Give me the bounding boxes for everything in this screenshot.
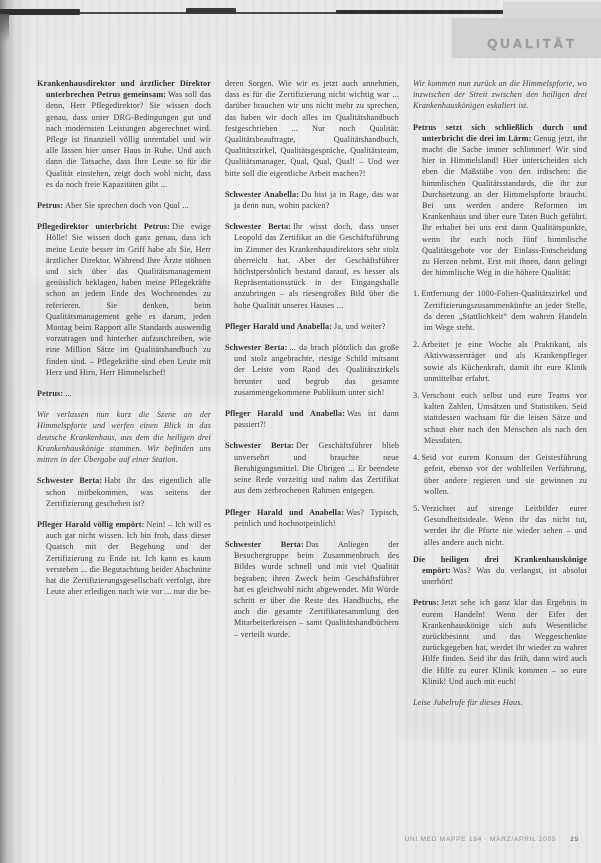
page-section-title: QUALITÄT (487, 36, 577, 51)
dialog-paragraph (37, 78, 211, 190)
dialog-paragraph (37, 475, 211, 509)
speaker-label: Schwester Berta: (225, 343, 288, 353)
paragraph-text: Der Geschäftsführer blieb unversehrt und brauchte neue Beruhigungsmittel. Die Übrigen ... Er beendete seine Rede vorzeitig und nahm das Zertifikat aus dem zerbrochenen Rahmen entgegen. (234, 441, 399, 496)
speaker-label: Pfleger Harald und Anabella: (225, 321, 333, 331)
speaker-label: Schwester Berta: (225, 222, 291, 232)
paragraph-text: Du bist ja in Rage, das war ja denn nun, wohin packen? (234, 189, 399, 211)
list-number: 1. (413, 289, 420, 299)
text-column-1 (37, 78, 211, 796)
dialog-paragraph (225, 408, 399, 430)
dialog-paragraph (225, 539, 399, 640)
paragraph-text: Arbeitet je eine Woche als Praktikant, als Aktivwasserträger und als Krankenpfleger sowie als Küchenkraft, damit ihr eure Klinik unmittelbar erfahrt. (421, 340, 587, 383)
paragraph-text: ... (65, 389, 72, 399)
columns (37, 78, 587, 796)
list-item (413, 452, 587, 497)
dialog-paragraph (37, 200, 211, 211)
paragraph-text: Wir verlassen nun kurz die Szene an der Himmelspforte und werfen einen Blick in das deutsche Krankenhaus, aus dem die heiligen drei Krankenhauskönige stammen. Wir befinden uns mitten in der Übergabe auf einer Station. (37, 410, 211, 465)
page-footer (404, 836, 579, 843)
list-item (413, 390, 587, 446)
dialog-paragraph (225, 189, 399, 211)
dialog-paragraph (37, 221, 211, 378)
list-number: 4. (413, 453, 420, 463)
speaker-label: Schwester Berta: (225, 441, 294, 451)
paragraph-text: Aber Sie sprechen doch von Qual ... (65, 201, 189, 211)
speaker-label: Petrus: (413, 598, 440, 608)
paragraph-text: Was? Was du verlangst, ist absolut unerhört! (422, 565, 587, 587)
speaker-label: Krankenhausdirektor und ärztlicher Direktor unterbrechen Petrus gemeinsam: (37, 79, 211, 100)
paragraph-text: Die ewige Hölle! Sie wissen doch ganz genau, dass ich meine Leute besser im Griff habe als Sie, Herr ärztlicher Direktor. Während Ihre Ärzte stöhnen und sich über das Qualitätsmanagement genüsslich beklagen, haben meine Pflegekräfte schon an jedem Ende des Wochenendes zu referieren. Sie denken, beim Qualitätsmanagement gehe es darum, jeden Montag beim Rapport alle Standards auswendig vorzutragen und hinterher aufzuschreiben, wie eine Million Sätze im Qualitätshandbuch zu finden sind. – Pflegekräfte sind eben Leute mit Herz und Hirn, Herr Himmelschef! (46, 222, 211, 377)
scan-artifact-top-blob-mid (186, 8, 236, 14)
paragraph-text: Verzichtet auf strenge Leitbilder eurer Gesundheitsideale. Wenn ihr das nicht tut, werdet ihr die Pforte nie wieder sehen – und alles andere auch nicht. (421, 503, 587, 547)
paragraph-text: Genug jetzt, ihr macht die Sache immer schlimmer! Wir sind hier in Himmelsland! Hier unterscheiden sich eben die Maßstäbe von den irdischen: die himmlischen Qualitätsstandards, die ihr zur Durchsetzung an der Himmelspforte braucht. Bei uns werden andere Reformen im Krankenhaus und über eure Taten Buch geführt. Ihr erhaltet bei uns erst dann Qualitätspunkte, wenn ihr euch noch fünf himmlische Qualitätsgebote vor der Einlass-Entscheidung zu Herzen nehmt. Erst mit ihnen, dann gelingt der himmlische Weg in die höhere Qualität: (422, 133, 587, 278)
paragraph-text: Ihr wisst doch, dass unser Leopold das Zertifikat an die Geschäftsführung im Zimmer des Krankenhausdirektors sehr stolz überreicht hat. Aber der Geschäftsführer höchstpersönlich bestand darauf, es besser als Repräsentationsstück in der Eingangshalle anzubringen – als riesengroßes Bild über die hohe Qualität unseres Hauses ... (234, 222, 399, 310)
dialog-paragraph (413, 122, 587, 279)
dialog-paragraph (37, 519, 211, 597)
header-gray-band-upper (503, 2, 601, 18)
paragraph-text: Seid vor eurem Konsum der Geistesführung gefeit, ebenso vor der wohlfeilen Verführung, über andere regieren und sie gewinnen zu wollen. (421, 453, 587, 496)
dialog-paragraph (37, 388, 211, 399)
speaker-label: Schwester Berta: (225, 539, 304, 549)
list-number: 3. (413, 391, 420, 401)
stage-direction (413, 78, 587, 112)
paragraph-text: Jetzt sehe ich ganz klar das Ergebnis in eurem Handeln! Wenn der Eifer der Krankenhauskönige sich aufs Wesentliche zurückbesinnt und das Weggeschenkte zurückgegeben hat, werdet ihr wieder zu wahrer Hilfe finden. Seid ihr das früh, dann wird auch die Hilfe zu eurer Klinik kommen – so eure Klinik! Und auch mit euch! (422, 598, 587, 686)
dialog-paragraph (413, 597, 587, 687)
speaker-label: Schwester Berta: (37, 476, 103, 486)
text-column-2 (225, 78, 399, 796)
speaker-label: Petrus: (37, 389, 64, 399)
speaker-label: Pflegedirektor unterbricht Petrus: (37, 222, 170, 232)
speaker-label: Schwester Anabella: (225, 189, 300, 199)
dialog-paragraph (225, 342, 399, 398)
paragraph-text: Was soll das denn, Herr Pflegedirektor? Sie wissen doch genau, dass unter DRG-Bedingungen gut und nach modernsten Leistungen abgerechnet wird. Pflege ist finanziell völlig unrentabel und wir alle lassen hier unser Haus in Ruhe. Und auch dann die Tatsache, dass Ihre Leute so für die Qualität einstehen, zeigt doch wohl nicht, dass es da noch freie Kapazitäten gibt ... (46, 90, 211, 189)
stage-direction (37, 409, 211, 465)
paragraph-text: Was ist dann passiert?! (234, 409, 399, 430)
speaker-label: Die heiligen drei Krankenhauskönige empört: (413, 554, 587, 575)
paragraph-text: Leise Jubelrufe für dieses Haus. (413, 697, 523, 707)
dialog-paragraph (225, 321, 399, 332)
dialog-paragraph (413, 554, 587, 588)
journal-issue-label: UNI.MED MAPPE 184 · MÄRZ/APRIL 2005 (404, 836, 557, 843)
paragraph-text: Ja, und weiter? (334, 321, 386, 331)
paragraph-text: deren Sorgen. Wie wir es jetzt auch annehmen, dass es für die Zertifizierung nicht wichtig war ... darüber brauchen wir uns nicht mehr zu sprechen, das haben wir doch alles im Qualitätshandbuch festgeschrieben ... Nur noch Qualität: Qualitätsbeauftragte, Qualitätshandbuch, Qualitätszirkel, Qualitätsgespräche, Qualitätsteam, Qualitätsmanager, Qual, Qual, Qual! – Und wer bitte soll die eigentliche Arbeit machen?! (225, 79, 399, 178)
list-item (413, 339, 587, 384)
list-item (413, 503, 587, 548)
speaker-label: Petrus setzt sich schließlich durch und unterbricht die drei im Lärm: (413, 122, 587, 143)
speaker-label: Pfleger Harald völlig empört: (37, 519, 145, 529)
paragraph-text: Nein! – Ich will es auch gar nicht wissen. Ich bin froh, dass dieser Quatsch mit der Begehung und der Zertifizierung zu Ende ist. Ich kann es kaum verstehen ... die Begutachtung beider Abschnitte hat die Zertifizierungsgesellschaft verfolgt, ihre Leute aber erledigen nach wie vor ... nur die be- (46, 519, 211, 597)
paragraph-text: Wir kommen nun zurück an die Himmelspforte, wo inzwischen der Streit zwischen den heiligen drei Krankenhauskönigen eskaliert ist. (413, 79, 587, 111)
speaker-label: Pfleger Harald und Anabella: (225, 507, 345, 517)
body-paragraph (225, 78, 399, 179)
page-number: 25 (570, 836, 579, 843)
list-number: 2. (413, 340, 420, 350)
dialog-paragraph (225, 221, 399, 311)
text-column-3 (413, 78, 587, 796)
paragraph-text: Verschont euch selbst und eure Teams vor kalten Zahlen, Umsätzen und Statistiken. Seid stattdessen wachsam für die leisen Sätze und schaut eher nach den Menschen als nach den Messdaten. (421, 391, 587, 445)
stage-direction (413, 697, 587, 708)
speaker-label: Pfleger Harald und Anabella: (225, 409, 345, 419)
paragraph-text: Das Anliegen der Besuchergruppe beim Zusammenbruch des Bildes wurde schnell und mit viel Qualität begraben; ihren Zweck beim Geschäftsführer hat es gleichwohl nicht abgewendet. Mit Würde schritt er über die Reste des Handbuchs, ehe auch die gesamte Zertifikatesammlung den Mitarbeiterkreisen – samt Qualitätshandbüchern – verteilt wurde. (234, 539, 399, 639)
scan-shadow-left-edge (0, 0, 16, 863)
paragraph-text: Entfernung der 1000-Folien-Qualitätszirkel und Zertifizierungszusammenkünfte an jeder Stelle, da deren „Stattlichkeit“ dem wahren Handeln im Wege steht. (421, 289, 587, 333)
paragraph-text: ... da brach plötzlich das große und stolz angebrachte, riesige Schild mitsamt der Leiste vom Rand des Qualitätszirkels herunter und begrub das gesamte zusammengekommene Publikum unter sich! (234, 343, 399, 397)
list-item (413, 288, 587, 333)
scan-artifact-top-blob-left (0, 9, 80, 15)
dialog-paragraph (225, 507, 399, 529)
paragraph-text: Was? Typisch, peinlich und hochnotpeinlich! (234, 507, 399, 528)
list-number: 5. (413, 503, 420, 513)
paragraph-text: Habt ihr das eigentlich alle schon mitbekommen, was seitens der Zertifizierung geschehen ist? (46, 476, 211, 508)
speaker-label: Petrus: (37, 201, 64, 211)
dialog-paragraph (225, 440, 399, 496)
